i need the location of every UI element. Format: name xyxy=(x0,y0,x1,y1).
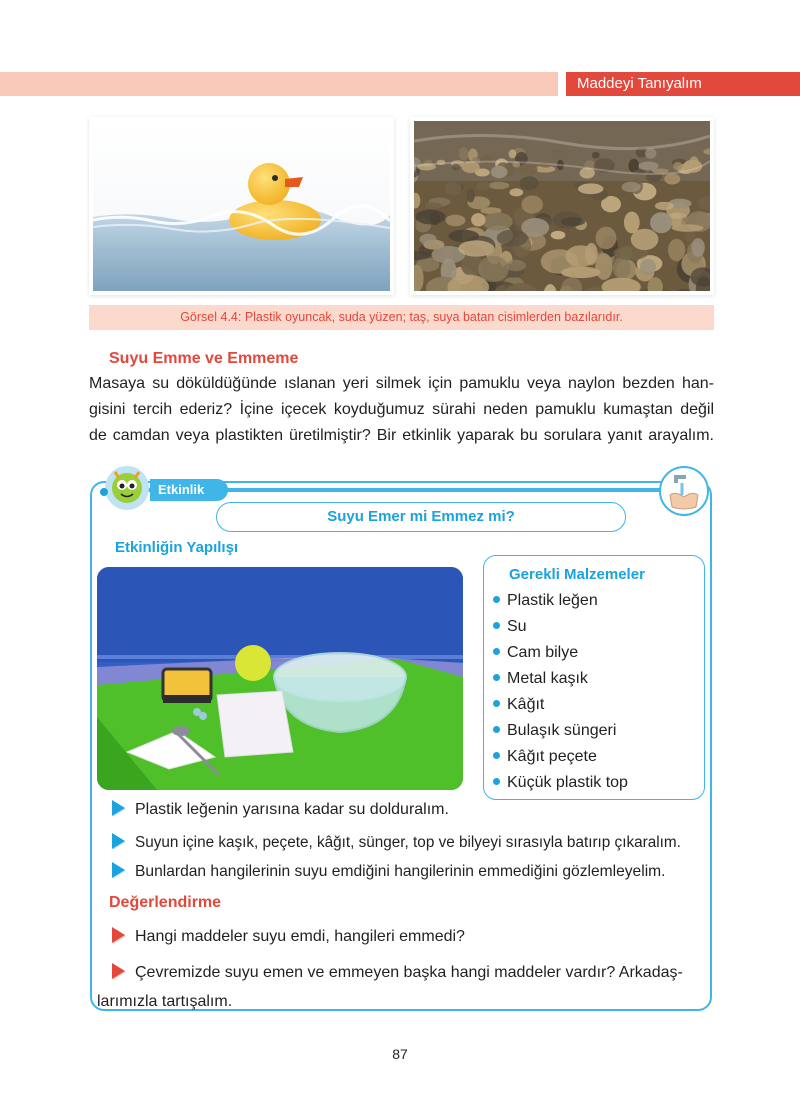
list-item xyxy=(493,640,628,666)
pebble xyxy=(622,182,641,192)
material-label: Plastik leğen xyxy=(507,592,598,609)
handwash-icon xyxy=(656,465,712,517)
question-text: Çevremizde suyu emen ve emmeyen başka hangi maddeler vardır? Arkadaş- xyxy=(135,964,683,981)
pebble xyxy=(691,238,704,257)
bullet-icon xyxy=(493,648,500,655)
bullet-icon xyxy=(493,726,500,733)
list-item xyxy=(493,588,628,614)
activity-step xyxy=(112,833,681,852)
intro-line: Masaya su döküldüğünde ıslanan yeri silmek için pamuklu veya naylon bezden han- xyxy=(89,375,714,392)
list-item xyxy=(493,614,628,640)
material-label: Bulaşık süngeri xyxy=(507,722,617,739)
list-item xyxy=(493,718,628,744)
pebble xyxy=(480,155,493,165)
pebble xyxy=(673,162,683,170)
pebble xyxy=(518,163,537,176)
pebble xyxy=(592,152,600,159)
pebble xyxy=(491,166,508,178)
intro-paragraph xyxy=(89,371,714,449)
pebble xyxy=(521,196,543,214)
evaluation-heading: Değerlendirme xyxy=(109,894,222,911)
arrow-right-icon xyxy=(112,833,125,849)
material-label: Kâğıt peçete xyxy=(507,748,597,765)
header-band xyxy=(0,72,558,96)
activity-step xyxy=(112,862,665,881)
material-label: Su xyxy=(507,618,527,635)
mascot-icon xyxy=(95,462,153,514)
materials-list xyxy=(493,588,628,796)
arrow-right-icon xyxy=(112,800,125,816)
chapter-tab: Maddeyi Tanıyalım xyxy=(566,72,800,96)
list-item xyxy=(493,692,628,718)
page-number: 87 xyxy=(392,1046,408,1062)
arrow-right-icon xyxy=(112,927,125,943)
pebble xyxy=(650,212,672,233)
activity-label: Etkinlik xyxy=(150,479,228,501)
question-line xyxy=(97,958,697,987)
pebble xyxy=(638,162,658,171)
how-to-heading: Etkinliğin Yapılışı xyxy=(115,539,239,556)
bullet-icon xyxy=(493,778,500,785)
figure-caption: Görsel 4.4: Plastik oyuncak, suda yüzen; taş, suya batan cisimlerden bazılarıdır. xyxy=(89,305,714,330)
material-label: Metal kaşık xyxy=(507,670,588,687)
pebble xyxy=(551,231,566,240)
pebble xyxy=(645,148,656,159)
pebble xyxy=(624,212,640,234)
pebble xyxy=(478,256,509,282)
list-item xyxy=(493,744,628,770)
pebble xyxy=(476,182,490,191)
evaluation-question xyxy=(97,958,697,1016)
intro-line: de camdan veya plastikten üretilmiştir? Bir etkinlik yaparak bu sorulara yanıt arayalım. xyxy=(89,427,714,444)
bullet-icon xyxy=(493,674,500,681)
pebble xyxy=(509,188,523,196)
pebble xyxy=(552,149,564,153)
bullet-icon xyxy=(493,752,500,759)
pebble xyxy=(425,202,442,209)
bullet-icon xyxy=(493,596,500,603)
evaluation-question xyxy=(112,927,465,946)
pebble xyxy=(561,217,585,226)
pebble xyxy=(445,182,461,196)
intro-line: gisini tercih ederiz? İçine içecek koyduğumuz sürahi neden pamuklu kumaştan değil xyxy=(89,401,714,418)
pebble xyxy=(672,224,704,232)
pebble xyxy=(506,260,526,271)
material-label: Kâğıt xyxy=(507,696,545,713)
materials-heading: Gerekli Malzemeler xyxy=(509,566,645,583)
step-text: Suyun içine kaşık, peçete, kâğıt, sünger, top ve bilyeyi sırasıyla batırıp çıkaralım. xyxy=(135,834,681,851)
material-label: Cam bilye xyxy=(507,644,579,661)
pebble xyxy=(452,164,460,171)
pebble xyxy=(497,230,528,247)
arrow-right-icon xyxy=(112,862,125,878)
bullet-icon xyxy=(493,700,500,707)
question-line: larımızla tartışalım. xyxy=(97,993,233,1010)
material-label: Küçük plastik top xyxy=(507,774,628,791)
pebble xyxy=(415,210,445,225)
pebble xyxy=(595,253,612,280)
pebble xyxy=(640,259,656,275)
pebble xyxy=(683,216,707,224)
pebble xyxy=(471,213,485,226)
pebble xyxy=(458,240,494,256)
pebble xyxy=(566,245,596,267)
section-title: Suyu Emme ve Emmeme xyxy=(109,350,299,367)
list-item xyxy=(493,770,628,796)
pebble xyxy=(596,227,617,250)
pebble xyxy=(631,229,659,250)
pebble xyxy=(561,267,601,278)
question-text: Hangi maddeler suyu emdi, hangileri emmedi? xyxy=(135,928,465,945)
pebble xyxy=(467,188,475,202)
step-text: Bunlardan hangilerinin suyu emdiğini hangilerinin emmediğini gözlemleyelim. xyxy=(135,863,666,880)
step-text: Plastik leğenin yarısına kadar su dolduralım. xyxy=(135,801,449,818)
pebble xyxy=(664,174,680,185)
bullet-icon xyxy=(493,622,500,629)
list-item xyxy=(493,666,628,692)
pebble xyxy=(459,147,469,160)
pebble xyxy=(420,234,437,245)
activity-step xyxy=(112,800,449,819)
pebble xyxy=(519,176,538,190)
photo-plastic-duck xyxy=(93,121,390,291)
photo-activity-materials xyxy=(97,567,463,790)
photo-stones-underwater xyxy=(414,121,710,291)
pebble xyxy=(509,149,517,158)
activity-title: Suyu Emer mi Emmez mi? xyxy=(216,502,626,532)
pebble xyxy=(446,215,466,227)
pebble xyxy=(462,162,480,174)
pebble xyxy=(482,212,512,230)
arrow-right-icon xyxy=(112,963,125,979)
pebble xyxy=(488,182,509,189)
pebble xyxy=(578,183,603,194)
pebble xyxy=(655,202,674,210)
